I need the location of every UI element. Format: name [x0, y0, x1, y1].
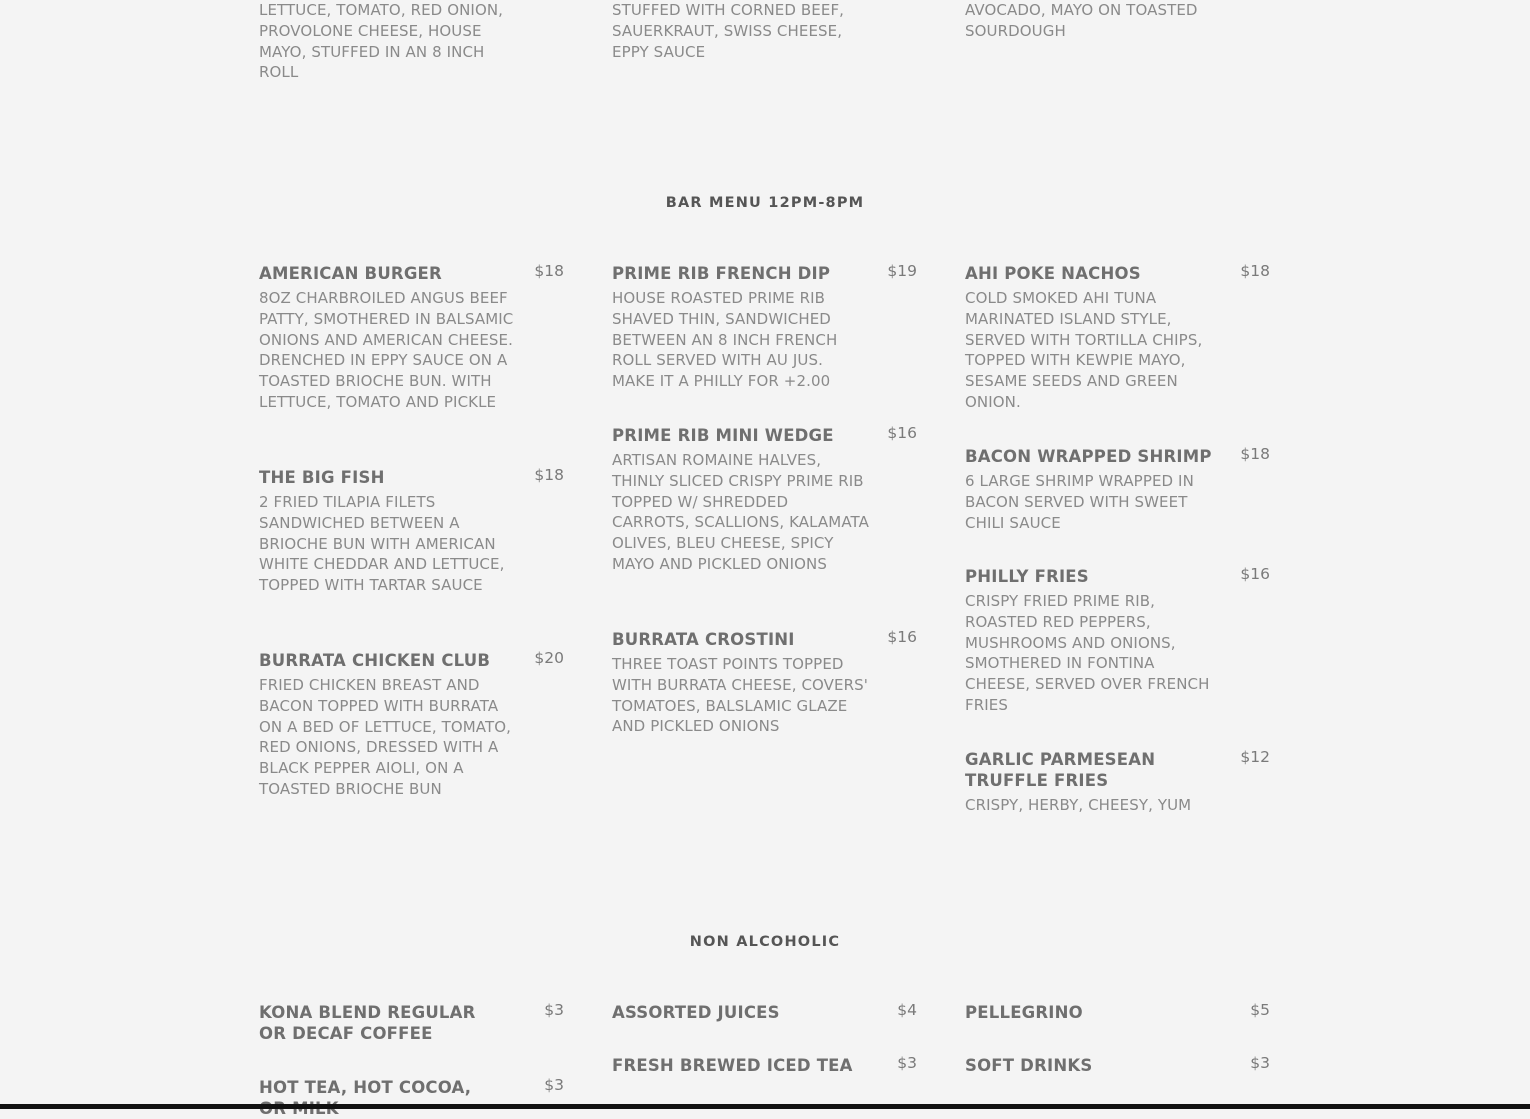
menu-item — [965, 1055, 1270, 1076]
item-description: THREE TOAST POINTS TOPPED WITH BURRATA CHEESE, COVERS' TOMATOES, BALSLAMIC GLAZE AND PICKLED ONIONS — [612, 655, 868, 736]
menu-item — [965, 446, 1270, 533]
item-price: $3 — [1250, 1054, 1270, 1072]
menu-item — [612, 1002, 917, 1023]
item-name: BURRATA CROSTINI — [612, 630, 795, 649]
item-price: $4 — [897, 1001, 917, 1019]
menu-item — [259, 650, 564, 800]
menu-item — [259, 1002, 564, 1044]
item-name: PHILLY FRIES — [965, 567, 1089, 586]
item-description: LETTUCE, TOMATO, RED ONION, PROVOLONE CHEESE, HOUSE MAYO, STUFFED IN AN 8 INCH ROLL — [259, 1, 504, 82]
menu-item — [965, 263, 1270, 413]
item-price: $16 — [887, 424, 917, 442]
menu-item — [259, 1077, 564, 1119]
item-description: FRIED CHICKEN BREAST AND BACON TOPPED WITH BURRATA ON A BED OF LETTUCE, TOMATO, RED ONIONS, DRESSED WITH A BLACK PEPPER AIOLI, ON A TOASTED BRIOCHE BUN — [259, 676, 512, 798]
menu-item — [965, 566, 1270, 716]
menu-item — [259, 467, 564, 596]
menu-item — [612, 425, 917, 575]
item-name: BURRATA CHICKEN CLUB — [259, 651, 491, 670]
item-description: AVOCADO, MAYO ON TOASTED SOURDOUGH — [965, 1, 1198, 40]
item-name: BACON WRAPPED SHRIMP — [965, 447, 1212, 466]
item-description: 2 FRIED TILAPIA FILETS SANDWICHED BETWEEN A BRIOCHE BUN WITH AMERICAN WHITE CHEDDAR AND LETTUCE, TOPPED WITH TARTAR SAUCE — [259, 493, 505, 595]
menu-item — [612, 629, 917, 737]
item-price: $16 — [887, 628, 917, 646]
item-name: AHI POKE NACHOS — [965, 264, 1141, 283]
item-price: $5 — [1250, 1001, 1270, 1019]
item-name: GARLIC PARMESEAN TRUFFLE FRIES — [965, 750, 1156, 790]
item-name: FRESH BREWED ICED TEA — [612, 1056, 853, 1075]
item-description: 8OZ CHARBROILED ANGUS BEEF PATTY, SMOTHERED IN BALSAMIC ONIONS AND AMERICAN CHEESE. DRENCHED IN EPPY SAUCE ON A TOASTED BRIOCHE BUN. WITH LETTUCE, TOMATO AND PICKLE — [259, 289, 514, 411]
item-description: HOUSE ROASTED PRIME RIB SHAVED THIN, SANDWICHED BETWEEN AN 8 INCH FRENCH ROLL SERVED WITH AU JUS. MAKE IT A PHILLY FOR +2.00 — [612, 289, 838, 391]
item-name: HOT TEA, HOT COCOA, — [259, 1078, 472, 1097]
item-description: CRISPY, HERBY, CHEESY, YUM — [965, 796, 1192, 814]
item-price: $3 — [544, 1001, 564, 1019]
menu-item — [612, 263, 917, 392]
item-price: $3 — [544, 1076, 564, 1094]
item-price: $19 — [887, 262, 917, 280]
non-alcoholic-title: NON ALCOHOLIC — [689, 934, 841, 950]
item-price: $18 — [1240, 445, 1270, 463]
item-name: THE BIG FISH — [259, 468, 385, 487]
bottom-divider — [0, 1104, 1530, 1109]
item-name: ASSORTED JUICES — [612, 1003, 780, 1022]
item-description: CRISPY FRIED PRIME RIB, ROASTED RED PEPPERS, MUSHROOMS AND ONIONS, SMOTHERED IN FONTINA CHEESE, SERVED OVER FRENCH FRIES — [965, 592, 1210, 714]
item-name: SOFT DRINKS — [965, 1056, 1093, 1075]
item-description: STUFFED WITH CORNED BEEF, SAUERKRAUT, SWISS CHEESE, EPPY SAUCE — [612, 1, 845, 61]
menu-item — [965, 1002, 1270, 1023]
menu-item — [965, 749, 1270, 816]
item-price: $18 — [1240, 262, 1270, 280]
item-description: ARTISAN ROMAINE HALVES, THINLY SLICED CRISPY PRIME RIB TOPPED W/ SHREDDED CARROTS, SCALLIONS, KALAMATA OLIVES, BLEU CHEESE, SPICY MAYO AND PICKLED ONIONS — [612, 451, 869, 573]
item-price: $3 — [897, 1054, 917, 1072]
bar-menu-title: BAR MENU 12PM-8PM — [665, 195, 865, 211]
item-description: COLD SMOKED AHI TUNA MARINATED ISLAND STYLE, SERVED WITH TORTILLA CHIPS, TOPPED WITH KEWPIE MAYO, SESAME SEEDS AND GREEN ONION. — [965, 289, 1203, 411]
menu-item — [259, 263, 564, 413]
item-price: $12 — [1240, 748, 1270, 766]
item-price: $18 — [534, 466, 564, 484]
item-name: PRIME RIB FRENCH DIP — [612, 264, 831, 283]
item-price: $18 — [534, 262, 564, 280]
item-description: 6 LARGE SHRIMP WRAPPED IN BACON SERVED WITH SWEET CHILI SAUCE — [965, 472, 1194, 532]
item-name: KONA BLEND REGULAR OR DECAF COFFEE — [259, 1003, 476, 1043]
item-name: AMERICAN BURGER — [259, 264, 442, 283]
item-price: $16 — [1240, 565, 1270, 583]
item-name: PELLEGRINO — [965, 1003, 1083, 1022]
item-price: $20 — [534, 649, 564, 667]
menu-item — [612, 1055, 917, 1076]
item-name: PRIME RIB MINI WEDGE — [612, 426, 834, 445]
